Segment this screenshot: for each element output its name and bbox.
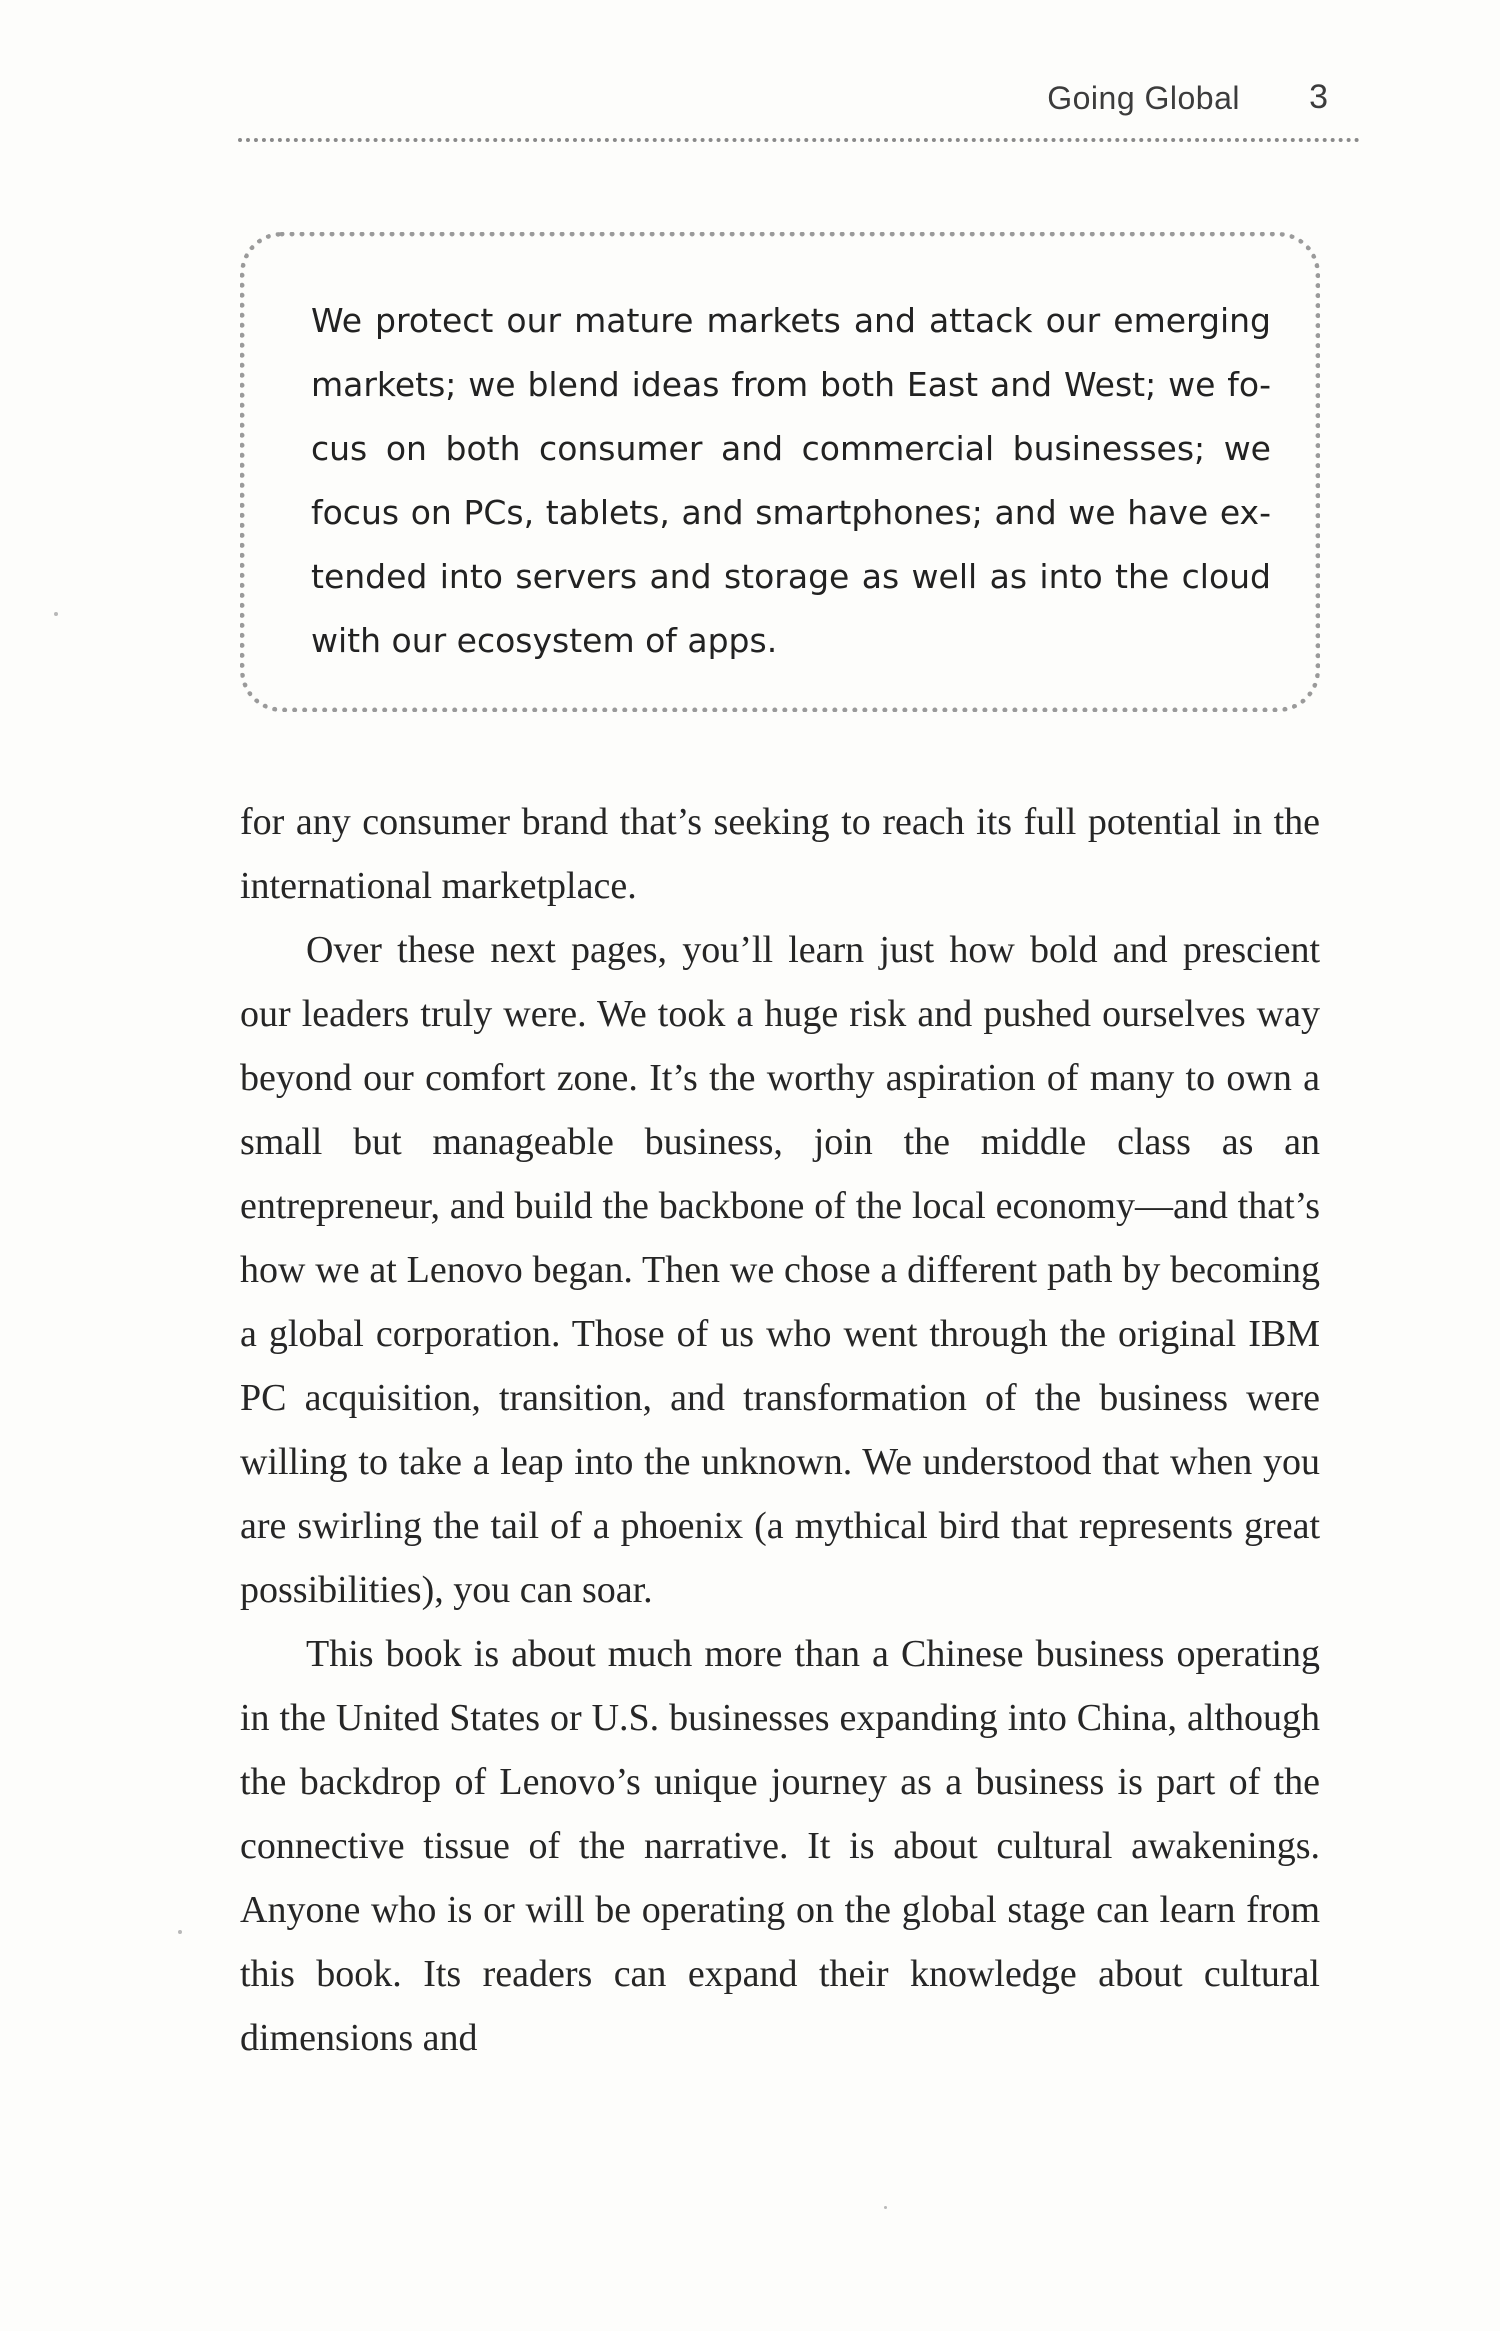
body-paragraph-continued: for any consumer brand that’s seeking to reach its full potential in the international marketplace. (240, 801, 1320, 907)
body-paragraph: This book is about much more than a Chinese business operating in the United States or U.S. businesses expanding into China, although the backdrop of Lenovo’s unique journey as a business is part of the connective tissue of the narrative. It is about cultural awakenings. Anyone who is or will be operating on the global stage can learn from this book. Its readers can expand their knowledge about cultural dimensions and (240, 1633, 1320, 2059)
pull-quote-box (240, 232, 1320, 712)
body-text (240, 790, 1320, 2070)
header-dotted-rule (238, 138, 1360, 142)
page-number: 3 (1309, 78, 1328, 116)
running-head-title: Going Global (1047, 80, 1240, 116)
paper-speck (884, 2206, 887, 2209)
paper-speck (178, 1930, 182, 1934)
body-paragraph: Over these next pages, you’ll learn just how bold and prescient our leaders truly were. We took a huge risk and pushed ourselves way beyond our comfort zone. It’s the worthy aspiration of many to own a small but manageable business, join the middle class as an entrepreneur, and build the backbone of the local economy—and that’s how we at Lenovo began. Then we chose a different path by becoming a global corporation. Those of us who went through the original IBM PC acquisition, transition, and transformation of the business were willing to take a leap into the unknown. We understood that when you are swirling the tail of a phoenix (a mythical bird that represents great possibilities), you can soar. (240, 929, 1320, 1611)
paper-speck (54, 612, 58, 616)
pull-quote-text: We protect our mature markets and attack our emerging markets; we blend ideas from both East and West; we focus on both consumer and commercial businesses; we focus on PCs, tablets, and smartphones; and we have extended into servers and storage as well as into the cloud with our ecosystem of apps. (311, 301, 1271, 660)
running-head (238, 70, 1328, 130)
